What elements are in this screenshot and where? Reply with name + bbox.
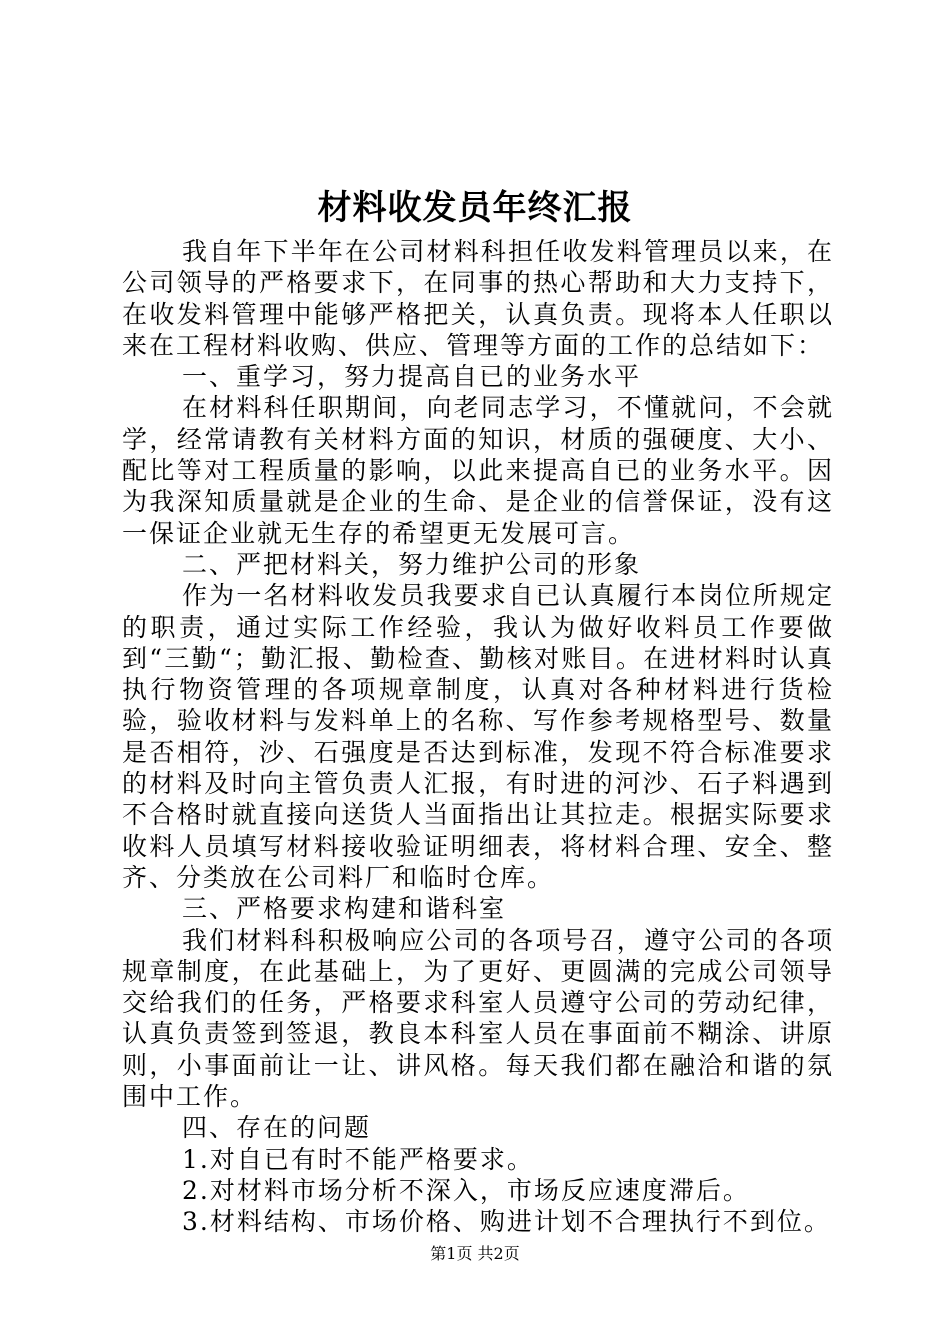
section-paragraph-2: 作为一名材料收发员我要求自已认真履行本岗位所规定的职责，通过实际工作经验，我认为做好收料员工作要做到“三勤“；勤汇报、勤检查、勤核对账目。在进材料时认真执行物资管理的各项规章制度，认真对各种材料进行货检验，验收材料与发料单上的名称、写作参考规格型号、数量是否相符，沙、石强度是否达到标准，发现不符合标准要求的材料及时向主管负责人汇报，有时进的河沙、石子料遇到不合格时就直接向送货人当面指出让其拉走。根据实际要求收料人员填写材料接收验证明细表，将材料合理、安全、整齐、分类放在公司料厂和临时仓库。 (122, 581, 834, 892)
issue-item-3: 3.材料结构、市场价格、购进计划不合理执行不到位。 (182, 1207, 831, 1237)
section-heading-4: 四、存在的问题 (182, 1113, 372, 1143)
document-body (122, 236, 834, 1238)
section-heading-1: 一、重学习，努力提高自已的业务水平 (182, 362, 642, 392)
section-paragraph-1: 在材料科任职期间，向老同志学习，不懂就问，不会就学，经常请教有关材料方面的知识，材质的强硬度、大小、配比等对工程质量的影响，以此来提高自已的业务水平。因为我深知质量就是企业的生命、是企业的信誉保证，没有这一保证企业就无生存的希望更无发展可言。 (122, 393, 834, 548)
document-title: 材料收发员年终汇报 (317, 188, 633, 228)
issue-item-2: 2.对材料市场分析不深入，市场反应速度滞后。 (182, 1175, 750, 1205)
section-paragraph-3: 我们材料科积极响应公司的各项号召，遵守公司的各项规章制度，在此基础上，为了更好、更圆满的完成公司领导交给我们的任务，严格要求科室人员遵守公司的劳动纪律，认真负责签到签退，教良本科室人员在事面前不糊涂、讲原则，小事面前让一让、讲风格。每天我们都在融洽和谐的氛围中工作。 (122, 925, 834, 1112)
intro-paragraph: 我自年下半年在公司材料科担任收发料管理员以来，在公司领导的严格要求下，在同事的热心帮助和大力支持下，在收发料管理中能够严格把关，认真负责。现将本人任职以来在工程材料收购、供应、管理等方面的工作的总结如下： (122, 237, 834, 360)
issue-item-1: 1.对自已有时不能严格要求。 (182, 1144, 534, 1174)
section-heading-2: 二、严把材料关，努力维护公司的形象 (182, 549, 642, 579)
section-heading-3: 三、严格要求构建和谐科室 (182, 894, 507, 924)
page-number-footer: 第1页 共2页 (430, 1244, 520, 1263)
